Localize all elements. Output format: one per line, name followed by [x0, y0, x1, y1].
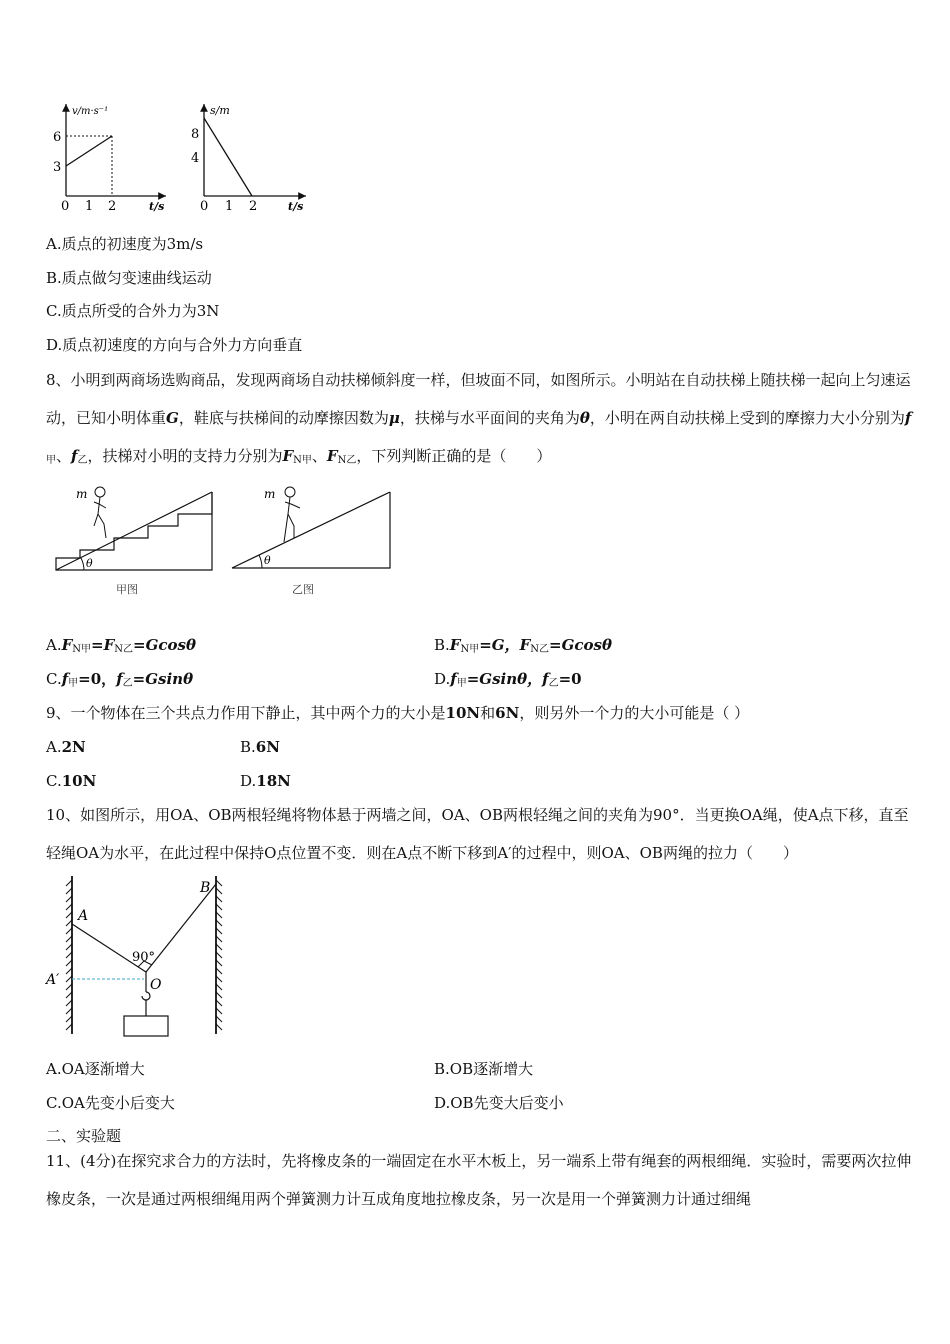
q10-option-c: C.OA先变小后变大 — [46, 1094, 175, 1112]
st-x-tick-2: 2 — [249, 199, 258, 214]
person-arm-jia — [94, 502, 106, 508]
st-y-tick-4: 4 — [191, 151, 200, 166]
section-heading: 二、实验题 — [46, 1127, 122, 1145]
q10-stem: 10、如图所示，用OA、OB两根轻绳将物体悬于两墙之间，OA、OB两根轻绳之间的夹角为90°．当更换OA绳，使A点下移，直至轻绳OA为水平，在此过程中保持O点位置不变．则在A点不断下移到A′的过程中，则OA、OB两绳的拉力（ ） — [46, 806, 909, 862]
label-b: B — [200, 880, 211, 896]
q8-option-a: $A.F_{N甲}=F_{N乙}=Gcos\theta$ — [46, 636, 196, 655]
q7-option-d: D.质点初速度的方向与合外力方向垂直 — [46, 336, 303, 354]
escalator-jia-slope — [56, 492, 212, 570]
vt-x-tick-1: 1 — [85, 199, 94, 214]
label-a: A — [78, 908, 89, 924]
escalator-yi-slope — [232, 492, 390, 568]
q8-option-b: $B.F_{N甲}=G$，$F_{N乙}=Gcos\theta$ — [434, 636, 612, 655]
q10-option-b: B.OB逐渐增大 — [434, 1060, 534, 1078]
velocity-time-graph — [44, 96, 176, 214]
label-o: O — [150, 977, 162, 993]
mass-label-yi: m — [264, 487, 276, 501]
vt-x-tick-0: 0 — [61, 199, 70, 214]
escalator-yi-figure — [228, 480, 396, 600]
rope-ob — [146, 884, 216, 972]
q8-option-c: $C.f_甲=0$，$f_乙=Gsin\theta$ — [46, 670, 194, 689]
hook — [142, 992, 150, 1000]
vt-y-tick-6: 6 — [53, 130, 62, 145]
q8-stem: 8、小明到两商场选购商品，发现两商场自动扶梯倾斜度一样，但坡面不同，如图所示。小明站在自动扶梯上随扶梯一起向上匀速运动，已知小明体重G，鞋底与扶梯间的动摩擦因数为μ，扶梯与水平面间的夹角为θ，小明在两自动扶梯上受到的摩擦力大小分别为$f_甲$、$f_乙$，扶梯对小明的支持力分别为$F_{N甲}$、$F_{N乙}$，下列判断正确的是（ ） — [46, 371, 912, 466]
label-a-prime: A′ — [46, 972, 60, 988]
q8-option-d: $D.f_甲=Gsin\theta$，$f_乙=0$ — [434, 670, 582, 689]
vt-data-line — [66, 136, 112, 166]
q9-option-b: B.6N — [240, 738, 280, 756]
person-arm-yi — [285, 502, 300, 508]
q10-option-d: D.OB先变大后变小 — [434, 1094, 564, 1112]
caption-jia: 甲图 — [116, 583, 138, 596]
person-head-jia — [95, 487, 105, 497]
q7-option-c: C.质点所受的合外力为3N — [46, 302, 220, 320]
q9-option-c: C.10N — [46, 772, 97, 790]
st-x-tick-1: 1 — [225, 199, 234, 214]
st-x-tick-0: 0 — [200, 199, 209, 214]
displacement-time-graph — [186, 96, 314, 214]
vt-y-label: v/m·s⁻¹ — [72, 106, 109, 117]
vt-x-tick-2: 2 — [108, 199, 117, 214]
q7-option-a: A.质点的初速度为3m/s — [46, 235, 204, 253]
caption-yi: 乙图 — [292, 583, 314, 596]
mass-label-jia: m — [76, 487, 88, 501]
q7-option-b: B.质点做匀变速曲线运动 — [46, 269, 212, 287]
person-leg-jia — [98, 514, 106, 538]
st-x-label: t/s — [288, 200, 304, 213]
vt-x-label: t/s — [149, 200, 165, 213]
q9-option-d: D.18N — [240, 772, 291, 790]
st-y-tick-8: 8 — [191, 127, 200, 142]
hanging-block — [124, 1016, 168, 1036]
left-wall-hatch — [66, 880, 72, 1030]
person-body-jia — [94, 497, 100, 526]
label-angle-90: 90° — [132, 950, 156, 965]
st-data-line — [204, 118, 252, 196]
two-ropes-figure — [40, 872, 240, 1038]
angle-label-jia: θ — [86, 557, 93, 570]
angle-arc-jia — [81, 558, 84, 570]
angle-arc-yi — [259, 555, 262, 568]
escalator-jia-figure — [50, 480, 220, 600]
person-leg-yi — [288, 514, 294, 538]
q11-stem: 11、(4分)在探究求合力的方法时，先将橡皮条的一端固定在水平木板上，另一端系上带有绳套的两根细绳．实验时，需要两次拉伸橡皮条，一次是通过两根细绳用两个弹簧测力计互成角度地拉橡皮条，另一次是用一个弹簧测力计通过细绳 — [46, 1152, 912, 1208]
person-head-yi — [285, 487, 295, 497]
q10-option-a: A.OA逐渐增大 — [46, 1060, 145, 1078]
vt-y-tick-3: 3 — [53, 160, 62, 175]
q9-stem: 9、一个物体在三个共点力作用下静止，其中两个力的大小是10N和6N，则另外一个力的大小可能是（ ） — [46, 704, 750, 722]
q9-option-a: A.2N — [46, 738, 86, 756]
angle-label-yi: θ — [264, 554, 271, 567]
st-y-label: s/m — [210, 104, 230, 117]
